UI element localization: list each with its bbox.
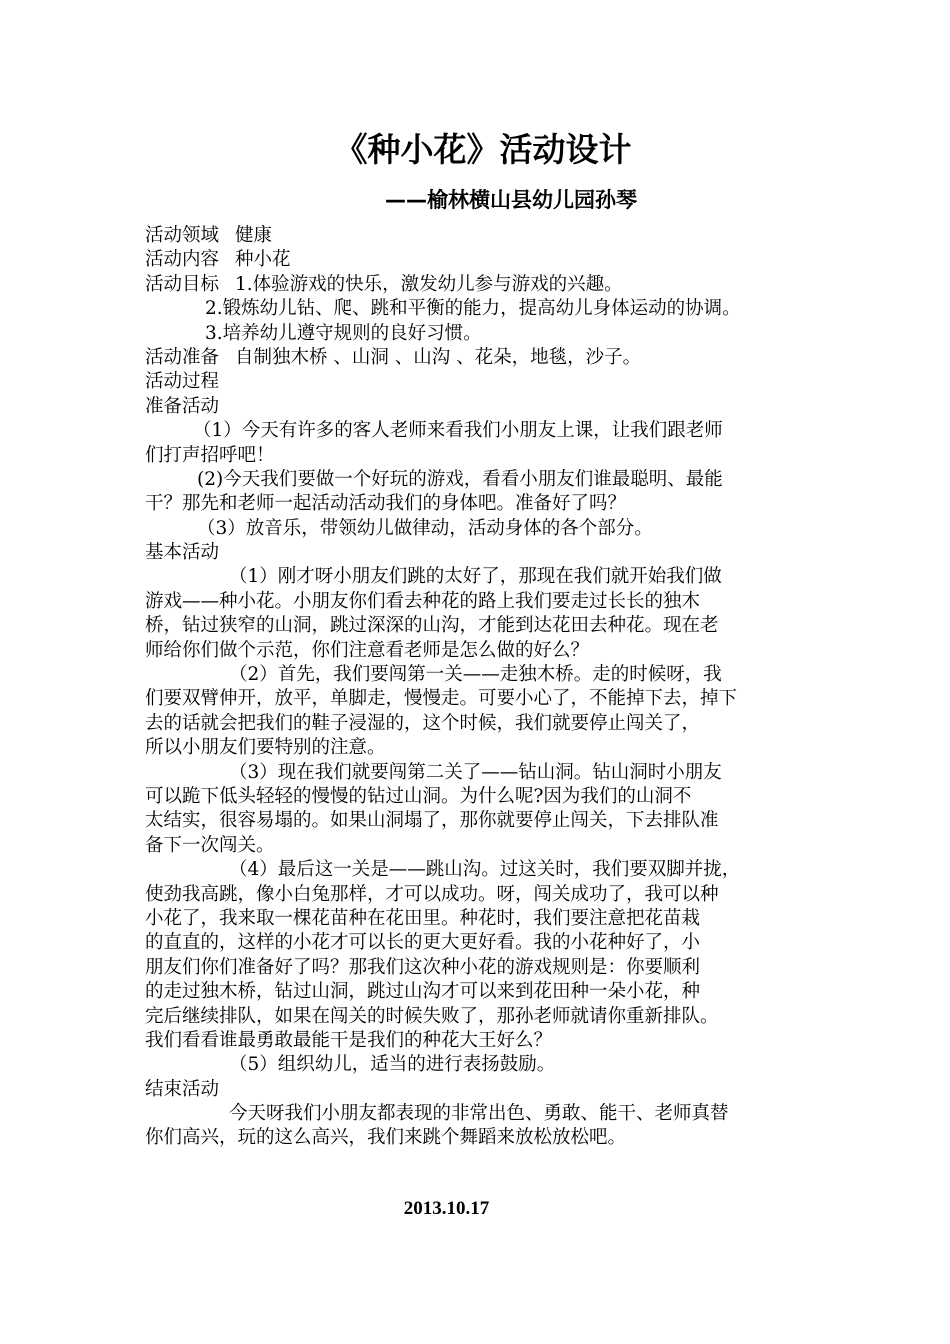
process-heading: 活动过程 [145,371,220,393]
basic-line: 们要双臂伸开，放平，单脚走，慢慢走。可要小心了，不能掉下去，掉下 [145,688,738,710]
basic-line: 可以跪下低头轻轻的慢慢的钻过山洞。为什么呢?因为我们的山洞不 [145,785,692,807]
basic-line: 所以小朋友们要特别的注意。 [145,737,386,759]
basic-line: 使劲我高跳，像小白兔那样，才可以成功。呀，闯关成功了，我可以种 [145,883,719,905]
ending-line: 你们高兴，玩的这么高兴，我们来跳个舞蹈来放松放松吧。 [145,1127,627,1149]
basic-line: 朋友们你们准备好了吗？那我们这次种小花的游戏规则是：你要顺利 [145,956,701,978]
meta-goal-label: 活动目标 [145,273,220,295]
warmup-line: 们打声招呼吧！ [145,444,275,466]
warmup-heading: 准备活动 [145,395,220,417]
meta-prep-value: 自制独木桥 、山洞 、山沟 、花朵，地毯，沙子。 [235,346,642,368]
meta-domain-line [145,224,833,248]
ending-heading: 结束活动 [145,1078,220,1100]
basic-line: （1）刚才呀小朋友们跳的太好了，那现在我们就开始我们做 [229,566,722,588]
basic-line: 小花了，我来取一棵花苗种在花田里。种花时，我们要注意把花苗栽 [145,907,701,929]
meta-goal-1: 1.体验游戏的快乐，激发幼儿参与游戏的兴趣。 [235,273,623,295]
meta-content-label: 活动内容 [145,249,220,271]
document-title: 《种小花》活动设计 [334,130,632,169]
warmup-line: （3）放音乐，带领幼儿做律动，活动身体的各个部分。 [197,517,653,539]
basic-line: （4）最后这一关是——跳山沟。过这关时，我们要双脚并拢， [229,859,741,881]
basic-line: （3）现在我们就要闯第二关了——钻山洞。钻山洞时小朋友 [229,761,722,783]
meta-prep-line [145,346,833,370]
basic-line: 备下一次闯关。 [145,834,275,856]
meta-goal-line [145,273,833,297]
ending-line: 今天呀我们小朋友都表现的非常出色、勇敢、能干、老师真替 [229,1103,729,1125]
basic-line: 去的话就会把我们的鞋子浸湿的，这个时候，我们就要停止闯关了， [145,712,701,734]
basic-line: 我们看看谁最勇敢最能干是我们的种花大王好么？ [145,1029,553,1051]
basic-line: 的直直的，这样的小花才可以长的更大更好看。我的小花种好了，小 [145,932,701,954]
warmup-line: 干？那先和老师一起活动活动我们的身体吧。准备好了吗？ [145,493,627,515]
basic-heading: 基本活动 [145,542,220,564]
basic-line: 桥，钻过狭窄的山洞，跳过深深的山沟，才能到达花田去种花。现在老 [145,615,719,637]
document-body [145,224,833,1151]
meta-goal-2: 2.锻炼幼儿钻、爬、跳和平衡的能力，提高幼儿身体运动的协调。 [205,298,741,320]
warmup-line: (2)今天我们要做一个好玩的游戏，看看小朋友们谁最聪明、最能 [197,468,723,490]
document-date: 2013.10.17 [403,1198,490,1219]
basic-line: （5）组织幼儿，适当的进行表扬鼓励。 [229,1054,556,1076]
meta-content-line [145,248,833,272]
meta-goal-3: 3.培养幼儿遵守规则的良好习惯。 [205,322,482,344]
basic-line: （2）首先，我们要闯第一关——走独木桥。走的时候呀，我 [229,664,722,686]
basic-line: 游戏——种小花。小朋友你们看去种花的路上我们要走过长长的独木 [145,590,701,612]
basic-line: 太结实，很容易塌的。如果山洞塌了，那你就要停止闯关，下去排队准 [145,810,719,832]
meta-prep-label: 活动准备 [145,346,220,368]
warmup-line: （1）今天有许多的客人老师来看我们小朋友上课，让我们跟老师 [193,420,723,442]
meta-domain-label: 活动领域 [145,225,220,246]
basic-line: 的走过独木桥，钻过山洞，跳过山沟才可以来到花田种一朵小花，种 [145,981,701,1003]
document-subtitle: ——榆林横山县幼儿园孙琴 [385,188,637,212]
meta-domain-value: 健康 [235,225,273,246]
basic-line: 完后继续排队，如果在闯关的时候失败了，那孙老师就请你重新排队。 [145,1005,719,1027]
basic-line: 师给你们做个示范，你们注意看老师是怎么做的好么？ [145,639,590,661]
meta-content-value: 种小花 [235,249,291,271]
